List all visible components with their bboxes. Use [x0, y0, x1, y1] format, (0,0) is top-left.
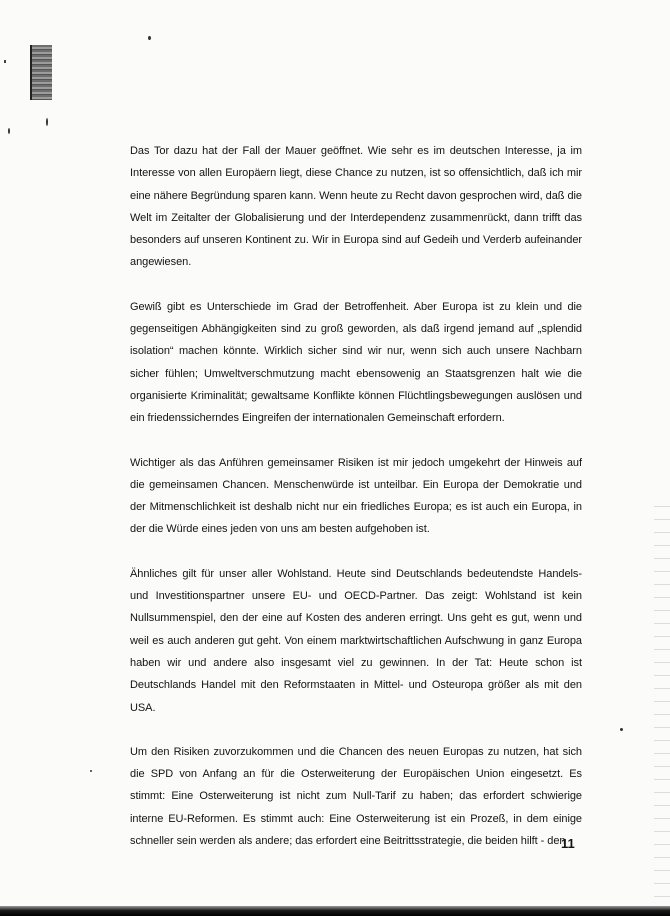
scan-noise	[654, 500, 670, 900]
page-number: 11	[561, 836, 575, 851]
paragraph: Das Tor dazu hat der Fall der Mauer geöffnet. Wie sehr es im deutschen Interesse, ja im Interesse von allen Europäern liegt, diese Chance zu nutzen, ist so offensichtlich, daß ich mir eine nähere Begründung sparen kann. Wenn heute zu Recht davon gesprochen wird, daß die Welt im Zeitalter der Globalisierung und der Interdependenz zusammenrückt, dann trifft das besonders auf unseren Kontinent zu. Wir in Europa sind auf Gedeih und Verderb aufeinander angewiesen.	[130, 145, 582, 269]
scan-speck	[90, 770, 92, 772]
scan-speck	[8, 128, 10, 134]
scan-edge-mark	[4, 60, 6, 63]
scan-bottom-edge	[0, 906, 670, 916]
paragraph: Ähnliches gilt für unser aller Wohlstand. Heute sind Deutschlands bedeutendste Handels- und Investitionspartner unsere EU- und OECD-Partner. Das zeigt: Wohlstand ist kein Nullsummenspiel, den der eine auf Kosten des anderen erringt. Uns geht es gut, wenn und weil es auch anderen gut geht. Von einem marktwirtschaftlichen Aufschwung in ganz Europa haben wir und andere also insgesamt viel zu gewinnen. In der Tat: Heute schon ist Deutschlands Handel mit den Reformstaaten in Mittel- und Osteuropa größer als mit den USA.	[130, 567, 582, 714]
scan-speck	[46, 118, 48, 126]
scan-binding-mark	[30, 45, 52, 100]
paragraph: Wichtiger als das Anführen gemeinsamer Risiken ist mir jedoch umgekehrt der Hinweis auf die gemeinsamen Chancen. Menschenwürde ist unteilbar. Ein Europa der Demokratie und der Mitmenschlichkeit ist deshalb nicht nur ein friedliches Europa; es ist auch ein Europa, in der die Würde eines jeden von uns am besten aufgehoben ist.	[130, 456, 582, 536]
paragraph: Um den Risiken zuvorzukommen und die Chancen des neuen Europas zu nutzen, hat sich die SPD von Anfang an für die Osterweiterung der Europäischen Union eingesetzt. Es stimmt: Eine Osterweiterung ist nicht zum Null-Tarif zu haben; das erfordert schwierige interne EU-Reformen. Es stimmt auch: Eine Osterweiterung ist ein Prozeß, in dem einige schneller sein werden als andere; das erfordert eine Beitrittsstrategie, die beiden hilft - den	[130, 745, 582, 848]
scan-speck	[148, 36, 151, 40]
body-text	[130, 140, 582, 874]
scan-speck	[620, 728, 623, 731]
paragraph: Gewiß gibt es Unterschiede im Grad der Betroffenheit. Aber Europa ist zu klein und die gegenseitigen Abhängigkeiten sind zu groß geworden, als daß irgend jemand auf „splendid isolation“ machen könnte. Wirklich sicher sind wir nur, wenn sich auch unsere Nachbarn sicher fühlen; Umweltverschmutzung macht ebensowenig an Staatsgrenzen halt wie die organisierte Kriminalität; gewaltsame Konflikte können Flüchtlingsbewegungen auslösen und ein friedenssicherndes Eingreifen der internationalen Gemeinschaft erfordern.	[130, 300, 582, 425]
